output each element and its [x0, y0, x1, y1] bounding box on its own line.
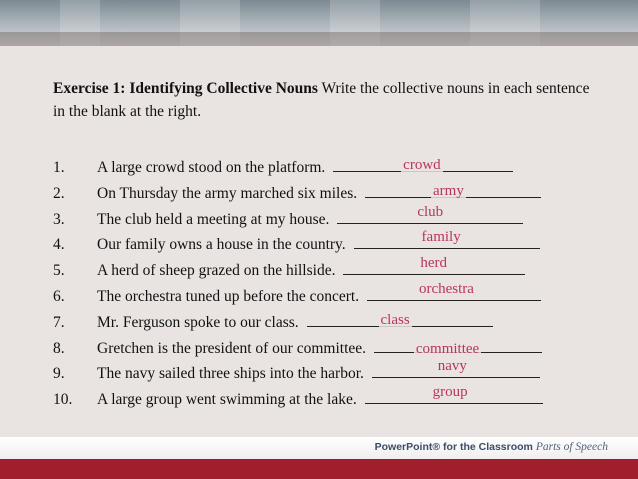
sentence-text: A herd of sheep grazed on the hillside.	[97, 262, 340, 280]
item-sentence	[97, 181, 541, 207]
answer-text: group	[432, 384, 468, 401]
footer-subtitle: Parts of Speech	[535, 441, 608, 453]
sentence-text: A large crowd stood on the platform.	[97, 159, 330, 176]
bottom-red-bar	[0, 459, 638, 479]
exercise-item	[53, 280, 613, 310]
exercise-item	[53, 181, 613, 207]
answer-text: herd	[420, 255, 447, 272]
answer-text: navy	[437, 358, 467, 375]
footer-brand: PowerPoint® for the Classroom	[374, 441, 533, 453]
sentence-text: Our family owns a house in the country.	[97, 236, 350, 254]
answer-blank	[365, 182, 541, 198]
exercise-item	[53, 336, 613, 362]
item-sentence	[97, 155, 513, 181]
item-number: 7.	[53, 313, 65, 331]
exercise-list	[53, 155, 613, 413]
answer-blank	[307, 311, 493, 327]
answer-text: club	[417, 203, 444, 220]
item-number: 8.	[53, 339, 65, 357]
item-number: 4.	[53, 236, 65, 254]
answer-blank	[354, 229, 540, 249]
sentence-text: Mr. Ferguson spoke to our class.	[97, 313, 303, 331]
item-number: 2.	[53, 184, 65, 202]
answer-blank	[337, 203, 523, 224]
sentence-text: The orchestra tuned up before the concert.	[97, 287, 363, 305]
answer-text: class	[380, 311, 410, 328]
exercise-item	[53, 358, 613, 387]
footer-caption	[375, 441, 608, 453]
banner-desk-row	[0, 32, 638, 46]
answer-text: crowd	[403, 157, 441, 173]
answer-text: committee	[415, 340, 480, 357]
exercise-item	[53, 255, 613, 284]
sentence-text: The navy sailed three ships into the harbor.	[97, 365, 368, 383]
item-number: 6.	[53, 287, 65, 305]
item-sentence	[97, 310, 493, 336]
sentence-text: On Thursday the army marched six miles.	[97, 184, 362, 202]
exercise-item	[53, 384, 613, 413]
exercise-item	[53, 310, 613, 336]
item-sentence	[97, 384, 543, 413]
sentence-text: A large group went swimming at the lake.	[97, 391, 361, 409]
item-number: 9.	[53, 365, 65, 383]
sentence-text: The club held a meeting at my house.	[97, 210, 334, 228]
item-number: 3.	[53, 210, 65, 228]
exercise-item	[53, 203, 613, 233]
item-sentence	[97, 336, 542, 362]
answer-text: family	[421, 229, 461, 246]
answer-blank	[372, 358, 540, 378]
slide-content	[0, 46, 638, 459]
exercise-title: Exercise 1: Identifying Collective Nouns	[53, 80, 318, 97]
item-sentence	[97, 229, 540, 258]
sentence-text: Gretchen is the president of our committee.	[97, 339, 370, 357]
exercise-instructions: Write the collective nouns in each sentence in the blank at the right.	[53, 80, 590, 120]
item-number: 1.	[53, 159, 65, 176]
answer-text: army	[433, 182, 464, 199]
answer-blank	[333, 156, 513, 172]
answer-text: orchestra	[418, 280, 474, 297]
item-sentence	[97, 280, 541, 310]
answer-blank	[365, 384, 543, 404]
answer-blank	[343, 255, 525, 275]
answer-blank	[367, 280, 541, 301]
answer-blank	[374, 337, 542, 357]
item-number: 5.	[53, 262, 65, 280]
classroom-photo-banner	[0, 0, 638, 46]
exercise-item	[53, 229, 613, 258]
item-sentence	[97, 358, 540, 387]
item-number: 10.	[53, 391, 73, 409]
exercise-item	[53, 155, 613, 181]
exercise-heading	[53, 77, 593, 123]
footer-strip	[0, 437, 638, 459]
